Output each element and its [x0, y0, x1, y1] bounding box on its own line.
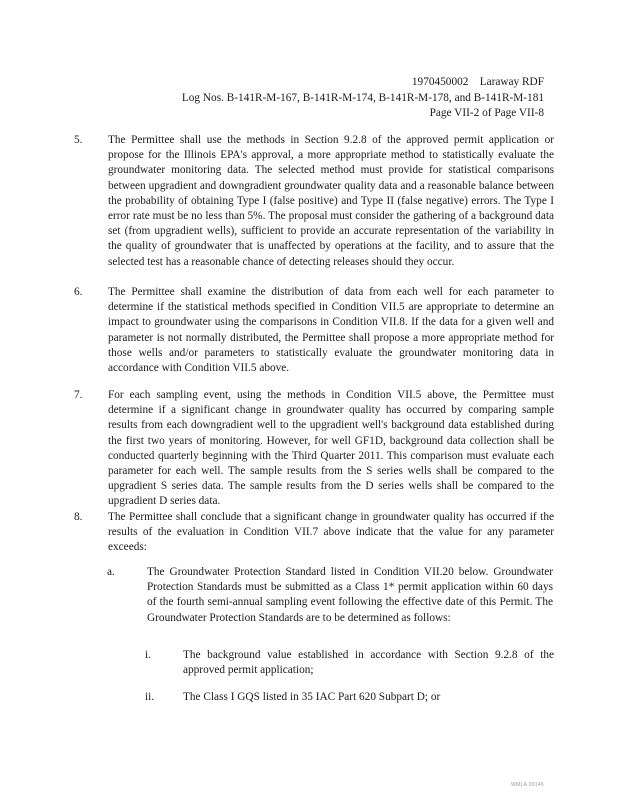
subparagraph-text: The Groundwater Protection Standard listed in Condition VII.20 below. Groundwater Protection Standards must be submitted as a Class 1* permit application within 60 days of the fourth semi-annual sampling event following the effective date of this Permit. The Groundwater Protection Standards are to be determined as follows: — [147, 566, 553, 624]
header-log-line: Log Nos. B-141R-M-167, B-141R-M-174, B-141R-M-178, and B-141R-M-181 — [181, 91, 544, 104]
paragraph-5 — [74, 133, 554, 270]
paragraph-6 — [74, 285, 554, 376]
paragraph-text: The Permittee shall conclude that a significant change in groundwater quality has occurred if the results of the evaluation in Condition VII.7 above indicate that the value for any parameter exceeds: — [108, 511, 554, 554]
sub-item-text: The Class I GQS listed in 35 IAC Part 620 Subpart D; or — [183, 691, 441, 703]
subparagraph-a — [107, 565, 553, 626]
page-header — [182, 75, 544, 122]
header-permit-line: 1970450002 Laraway RDF — [411, 76, 544, 88]
header-page-line: Page VII-2 of Page VII-8 — [429, 107, 544, 119]
paragraph-number: 6. — [74, 286, 83, 298]
sub-item-text: The background value established in accordance with Section 9.2.8 of the approved permit application; — [183, 649, 554, 677]
sub-item-i — [145, 648, 554, 678]
paragraph-7 — [74, 388, 554, 510]
paragraph-8 — [74, 510, 554, 556]
paragraph-number: 8. — [74, 511, 83, 523]
paragraph-number: 5. — [74, 134, 83, 146]
sub-item-numeral: i. — [145, 649, 151, 661]
subparagraph-letter: a. — [107, 566, 115, 578]
bates-stamp: WMLA 00146 — [511, 782, 545, 788]
paragraph-text: For each sampling event, using the methods in Condition VII.5 above, the Permittee must determine if a significant change in groundwater quality has occurred by comparing sample results from each downgradient well to the upgradient well's background data established during the first two years of monitoring. However, for well GF1D, background data collection shall be conducted quarterly beginning with the Third Quarter 2011. This comparison must evaluate each parameter for each well. The sample results from the S series wells shall be compared to the upgradient S series data. The sample results from the D series wells shall be compared to the upgradient D series data. — [108, 389, 554, 508]
paragraph-text: The Permittee shall examine the distribution of data from each well for each parameter to determine if the statistical methods specified in Condition VII.5 are appropriate to determine an impact to groundwater using the comparisons in Condition VII.8. If the data for a given well and parameter is not normally distributed, the Permittee shall propose a more appropriate method for those wells and/or parameters to statistically evaluate the groundwater monitoring data in accordance with Condition VII.5 above. — [108, 286, 554, 375]
paragraph-number: 7. — [74, 389, 83, 401]
sub-item-ii — [145, 690, 554, 705]
paragraph-text: The Permittee shall use the methods in Section 9.2.8 of the approved permit application or propose for the Illinois EPA's approval, a more appropriate method to statistically evaluate the groundwater monitoring data. The selected method must provide for statistical comparisons between upgradient and downgradient groundwater quality data and a reasonable balance between the probability of obtaining Type I (false positive) and Type II (false negative) errors. The Type I error rate must be no less than 5%. The proposal must consider the gathering of a background data set (from upgradient wells), sufficient to provide an accurate representation of the variability in the quality of groundwater that is unaffected by operations at the facility, and to assure that the selected test has a reasonable chance of detecting releases should they occur. — [108, 134, 554, 268]
sub-item-numeral: ii. — [145, 691, 155, 703]
